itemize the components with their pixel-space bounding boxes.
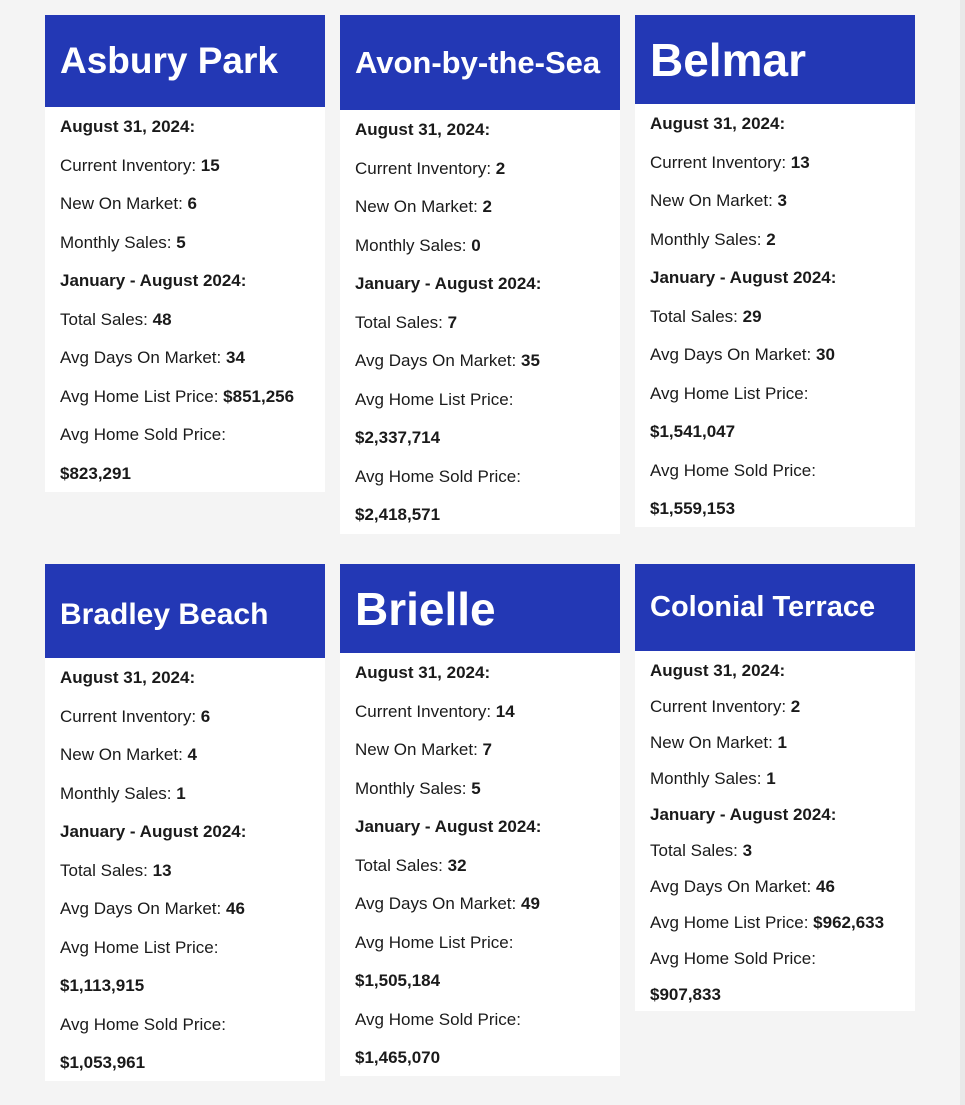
avg-sold-label: Avg Home Sold Price:: [355, 466, 521, 486]
avg-list-value: $2,337,714: [355, 428, 441, 447]
avg-sold-label: Avg Home Sold Price:: [60, 1014, 226, 1034]
new-on-market-label: New On Market:: [355, 197, 478, 216]
avg-list-value: $1,541,047: [650, 422, 736, 441]
monthly-sales-value: 1: [766, 769, 776, 788]
avg-days-label: Avg Days On Market:: [355, 894, 517, 913]
avg-sold-value: $1,465,070: [355, 1048, 441, 1067]
avg-list-value: $1,113,915: [60, 976, 145, 995]
total-sales-label: Total Sales:: [355, 855, 443, 875]
avg-list-label: Avg Home List Price:: [60, 386, 219, 406]
inventory-label: Current Inventory:: [60, 706, 197, 726]
new-on-market-value: 3: [777, 191, 788, 210]
inventory-value: 14: [495, 701, 515, 721]
avg-sold-value: $2,418,571: [355, 505, 441, 524]
monthly-sales-value: 0: [471, 235, 481, 255]
total-sales-value: 29: [742, 306, 762, 326]
inventory-value: 2: [790, 697, 801, 716]
avg-days-label: Avg Days On Market:: [60, 348, 222, 367]
new-on-market-label: New On Market:: [60, 745, 183, 764]
monthly-sales-label: Monthly Sales:: [355, 235, 467, 255]
total-sales-label: Total Sales:: [60, 860, 148, 880]
avg-days-label: Avg Days On Market:: [650, 345, 812, 364]
avg-sold-label: Avg Home Sold Price:: [650, 460, 816, 480]
town-card-colonial-terrace: [635, 564, 915, 1011]
new-on-market-label: New On Market:: [650, 733, 773, 752]
total-sales-value: 32: [447, 855, 467, 875]
inventory-label: Current Inventory:: [355, 701, 492, 721]
avg-sold-label: Avg Home Sold Price:: [60, 425, 226, 444]
period-heading: January - August 2024:: [650, 268, 837, 287]
inventory-label: Current Inventory:: [650, 697, 787, 716]
period-heading: January - August 2024:: [355, 817, 542, 836]
inventory-value: 2: [495, 158, 506, 178]
avg-list-value: $851,256: [223, 386, 295, 406]
avg-list-label: Avg Home List Price:: [60, 937, 219, 957]
avg-sold-value: $1,559,153: [650, 499, 736, 518]
total-sales-value: 3: [742, 841, 753, 860]
town-title: Belmar: [635, 15, 915, 104]
town-title: Brielle: [340, 564, 620, 653]
date-heading: August 31, 2024:: [60, 117, 196, 136]
new-on-market-value: 7: [482, 740, 493, 759]
inventory-label: Current Inventory:: [650, 152, 787, 172]
avg-list-value: $1,505,184: [355, 971, 441, 990]
avg-days-value: 34: [225, 348, 245, 367]
avg-days-label: Avg Days On Market:: [650, 877, 812, 896]
period-heading: January - August 2024:: [355, 274, 542, 293]
inventory-label: Current Inventory:: [355, 158, 492, 178]
new-on-market-value: 4: [187, 745, 198, 764]
town-card-belmar: [635, 15, 915, 527]
date-heading: August 31, 2024:: [650, 114, 786, 133]
monthly-sales-value: 1: [176, 783, 186, 803]
new-on-market-value: 2: [482, 197, 493, 216]
avg-list-label: Avg Home List Price:: [355, 389, 514, 409]
inventory-value: 15: [200, 155, 220, 175]
avg-sold-value: $823,291: [60, 463, 131, 483]
town-card-brielle: [340, 564, 620, 1076]
avg-days-value: 46: [815, 877, 835, 896]
avg-days-label: Avg Days On Market:: [355, 351, 517, 370]
avg-list-label: Avg Home List Price:: [650, 913, 809, 932]
avg-list-label: Avg Home List Price:: [650, 383, 809, 403]
total-sales-label: Total Sales:: [60, 309, 148, 329]
total-sales-value: 48: [152, 309, 172, 329]
town-title: Colonial Terrace: [635, 564, 915, 651]
avg-sold-value: $1,053,961: [60, 1053, 146, 1072]
total-sales-value: 13: [152, 860, 172, 880]
avg-days-value: 46: [225, 899, 245, 918]
inventory-value: 13: [790, 152, 810, 172]
new-on-market-value: 6: [187, 194, 198, 213]
town-title: Asbury Park: [45, 15, 325, 107]
total-sales-label: Total Sales:: [355, 312, 443, 332]
total-sales-value: 7: [447, 312, 458, 332]
new-on-market-label: New On Market:: [60, 194, 183, 213]
monthly-sales-label: Monthly Sales:: [60, 232, 172, 252]
monthly-sales-label: Monthly Sales:: [60, 783, 172, 803]
avg-list-label: Avg Home List Price:: [355, 932, 514, 952]
date-heading: August 31, 2024:: [60, 668, 196, 687]
period-heading: January - August 2024:: [650, 805, 837, 824]
monthly-sales-value: 2: [766, 229, 776, 249]
town-card-avon-by-the-sea: [340, 15, 620, 534]
avg-list-value: $962,633: [813, 913, 885, 932]
monthly-sales-label: Monthly Sales:: [650, 769, 762, 788]
new-on-market-value: 1: [777, 733, 788, 752]
date-heading: August 31, 2024:: [355, 120, 491, 139]
inventory-value: 6: [200, 706, 211, 726]
period-heading: January - August 2024:: [60, 822, 247, 841]
inventory-label: Current Inventory:: [60, 155, 197, 175]
new-on-market-label: New On Market:: [355, 740, 478, 759]
avg-days-value: 30: [815, 345, 835, 364]
page-edge: [960, 0, 965, 1105]
date-heading: August 31, 2024:: [650, 661, 786, 680]
date-heading: August 31, 2024:: [355, 663, 491, 682]
avg-sold-label: Avg Home Sold Price:: [650, 949, 816, 968]
avg-days-value: 35: [520, 351, 540, 370]
avg-sold-value: $907,833: [650, 985, 721, 1004]
town-card-asbury-park: [45, 15, 325, 492]
town-title: Bradley Beach: [45, 564, 325, 658]
total-sales-label: Total Sales:: [650, 841, 738, 860]
new-on-market-label: New On Market:: [650, 191, 773, 210]
town-title: Avon-by-the-Sea: [340, 15, 620, 110]
town-card-bradley-beach: [45, 564, 325, 1081]
monthly-sales-value: 5: [471, 778, 481, 798]
period-heading: January - August 2024:: [60, 271, 247, 290]
avg-sold-label: Avg Home Sold Price:: [355, 1009, 521, 1029]
monthly-sales-label: Monthly Sales:: [355, 778, 467, 798]
monthly-sales-value: 5: [176, 232, 186, 252]
avg-days-label: Avg Days On Market:: [60, 899, 222, 918]
monthly-sales-label: Monthly Sales:: [650, 229, 762, 249]
total-sales-label: Total Sales:: [650, 306, 738, 326]
avg-days-value: 49: [520, 894, 540, 913]
